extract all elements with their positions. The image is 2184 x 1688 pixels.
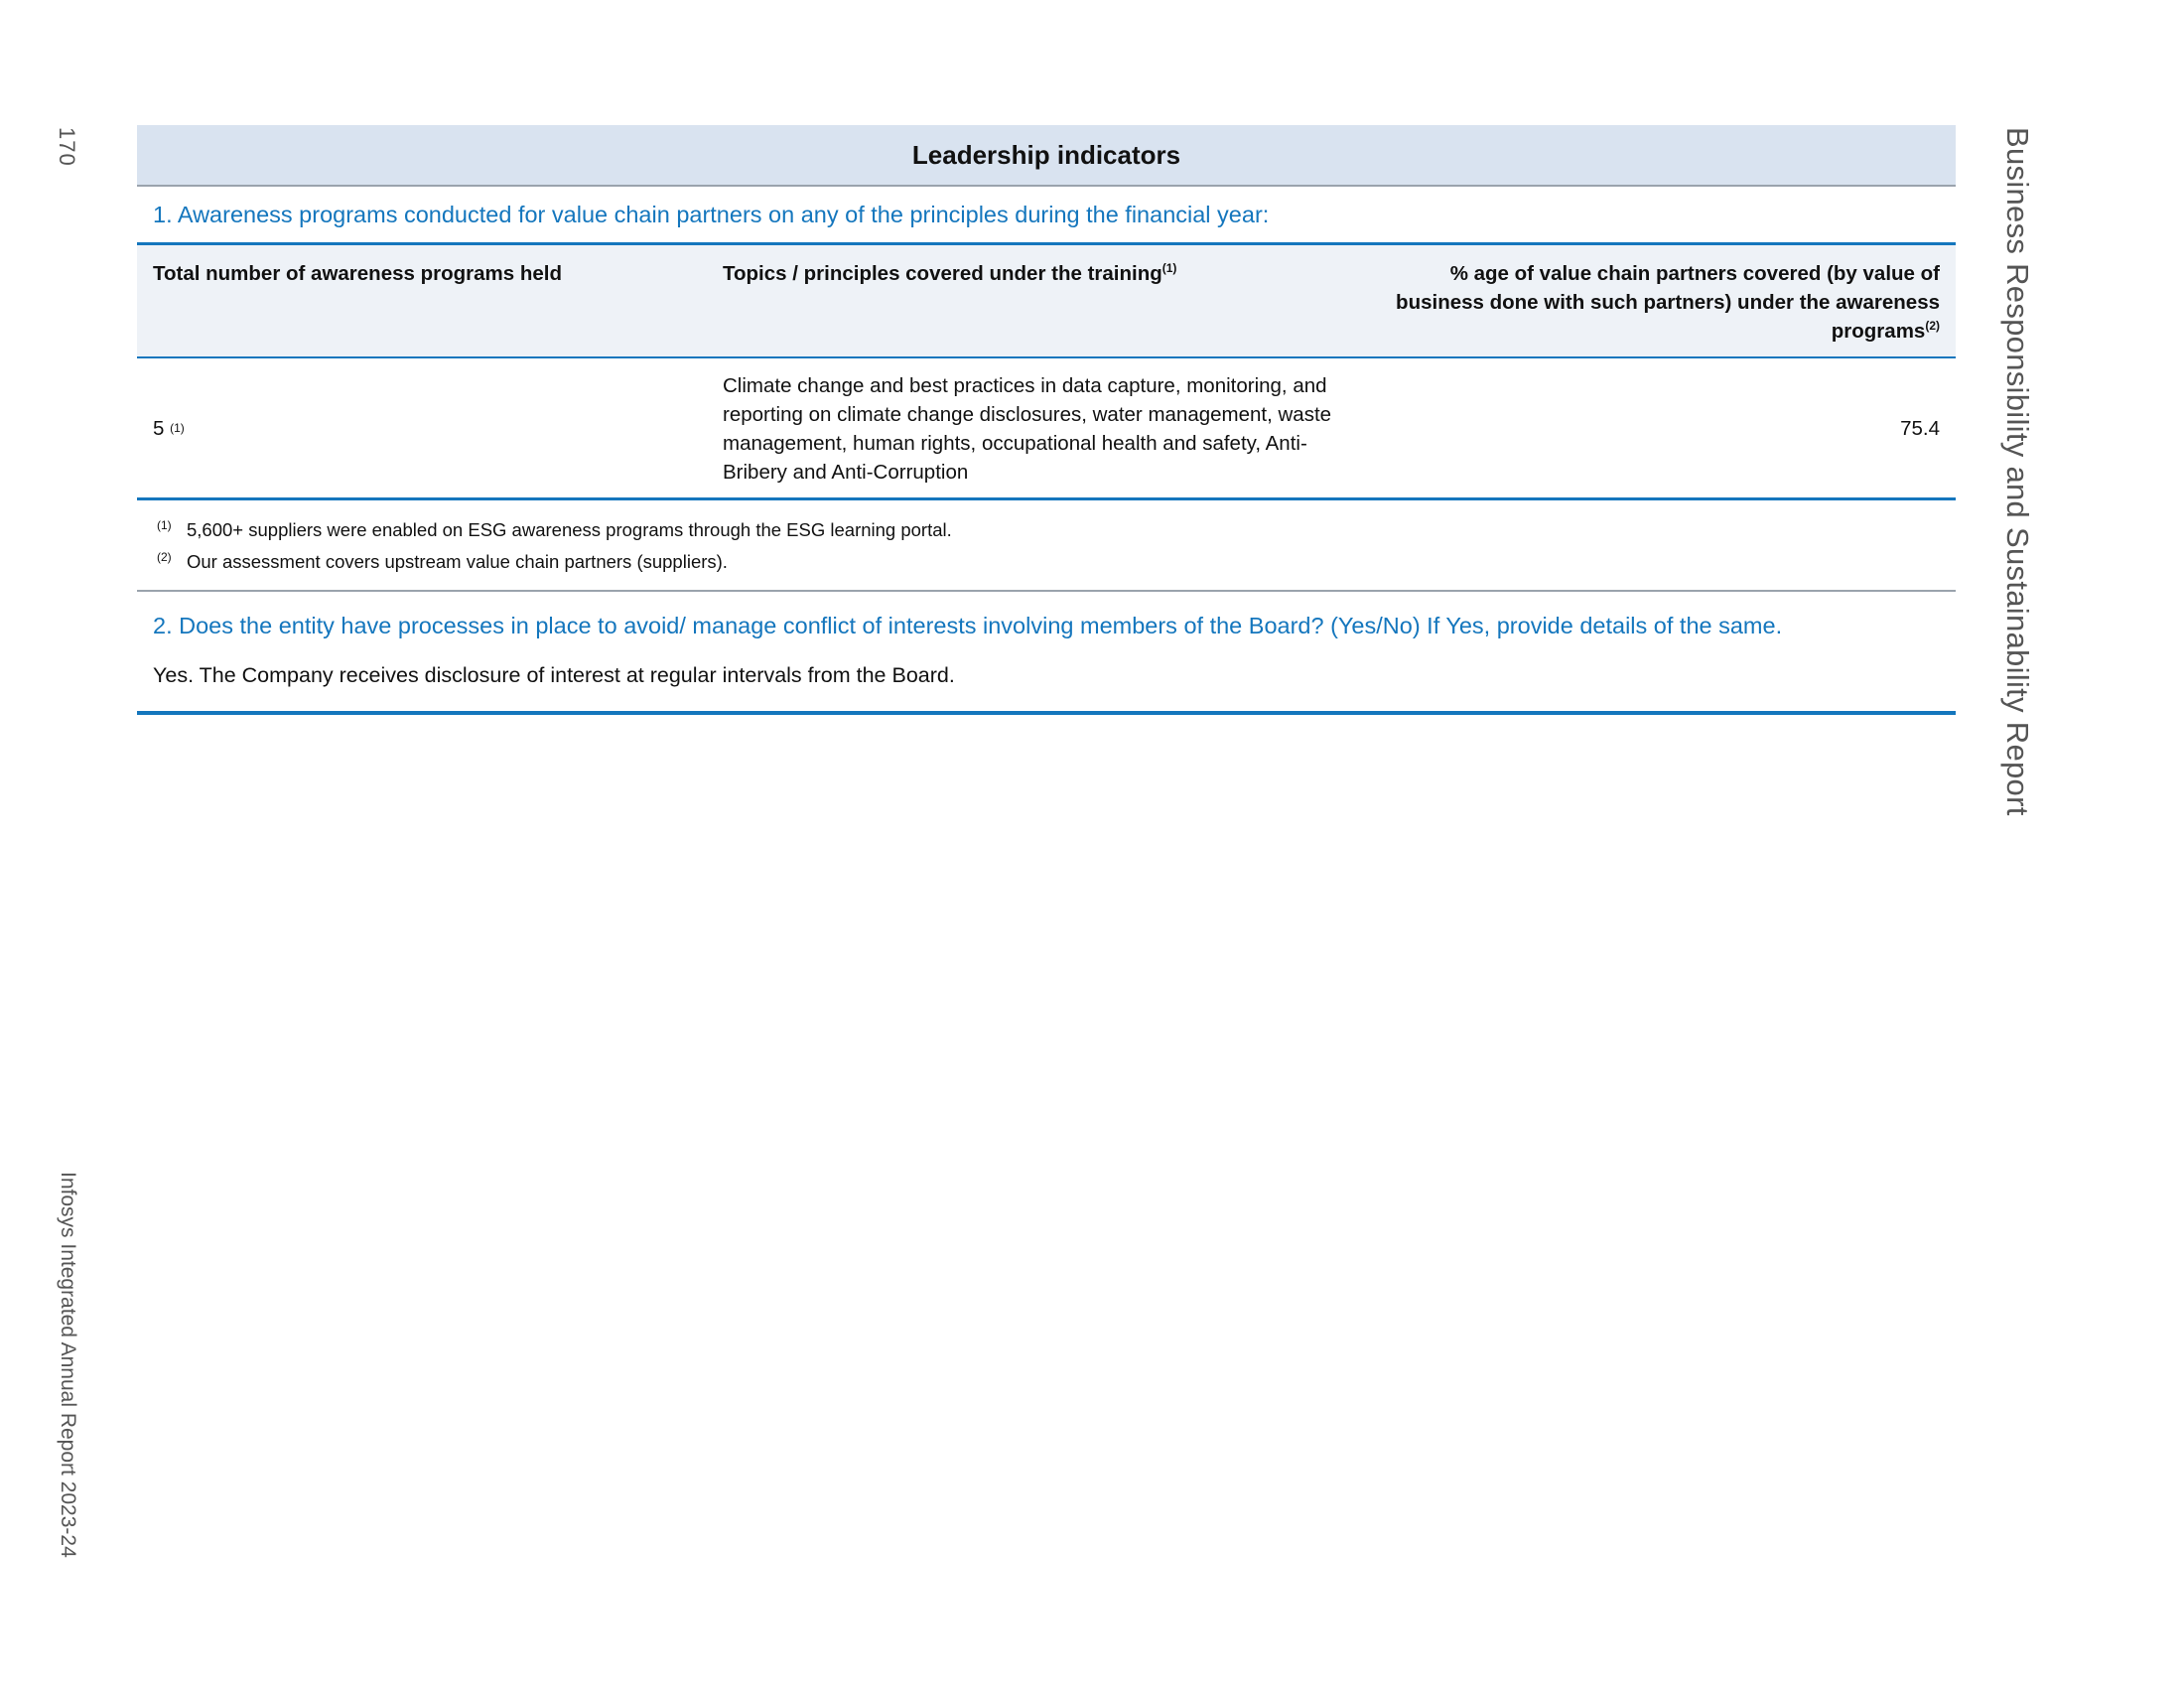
question-2: 2. Does the entity have processes in place to avoid/ manage conflict of interests involving members of the Board? (Yes/No) If Yes, provide details of the same. bbox=[153, 612, 1783, 638]
header-percentage-label: % age of value chain partners covered (by value of business done with such partners) under the awareness programs bbox=[1396, 262, 1940, 343]
header-total-programs-label: Total number of awareness programs held bbox=[153, 262, 562, 285]
cell-percentage bbox=[1382, 358, 1956, 497]
percentage-value: 75.4 bbox=[1900, 416, 1940, 440]
header-percentage bbox=[1382, 245, 1956, 356]
topics-value: Climate change and best practices in data capture, monitoring, and reporting on climate change disclosures, water management, waste management, human rights, occupational health and safety, Anti-Bribery and Anti-Corruption bbox=[723, 374, 1332, 484]
report-name: Infosys Integrated Annual Report 2023-24 bbox=[57, 1172, 79, 1558]
table-footnotes bbox=[137, 500, 1956, 592]
programs-count-value: 5 bbox=[153, 416, 165, 440]
footnote-1-mark: (1) bbox=[157, 518, 172, 532]
awareness-table-header bbox=[137, 245, 1956, 358]
leadership-indicators-section bbox=[137, 125, 1956, 715]
footnote-1-text: 5,600+ suppliers were enabled on ESG awareness programs through the ESG learning portal. bbox=[187, 519, 952, 540]
cell-topics bbox=[707, 358, 1382, 497]
page-number: 170 bbox=[55, 127, 79, 167]
footnote-2-mark: (2) bbox=[157, 550, 172, 564]
header-percentage-footnote-ref: (2) bbox=[1925, 319, 1940, 334]
question-1: 1. Awareness programs conducted for value chain partners on any of the principles during the financial year: bbox=[137, 187, 1956, 245]
footnote-2 bbox=[137, 546, 1956, 578]
header-topics bbox=[707, 245, 1382, 356]
cell-programs-count: 5 (1) bbox=[137, 358, 707, 497]
header-topics-footnote-ref: (1) bbox=[1161, 261, 1177, 276]
section-title: Business Responsibility and Sustainability Report bbox=[2000, 127, 2035, 816]
header-total-programs bbox=[137, 245, 707, 356]
header-topics-label: Topics / principles covered under the training bbox=[723, 262, 1162, 285]
answer-2: Yes. The Company receives disclosure of interest at regular intervals from the Board. bbox=[137, 659, 1956, 715]
table-row bbox=[137, 358, 1956, 500]
footnote-1 bbox=[137, 514, 1956, 546]
leadership-indicators-heading: Leadership indicators bbox=[137, 125, 1956, 187]
footnote-2-text: Our assessment covers upstream value chain partners (suppliers). bbox=[187, 551, 728, 572]
